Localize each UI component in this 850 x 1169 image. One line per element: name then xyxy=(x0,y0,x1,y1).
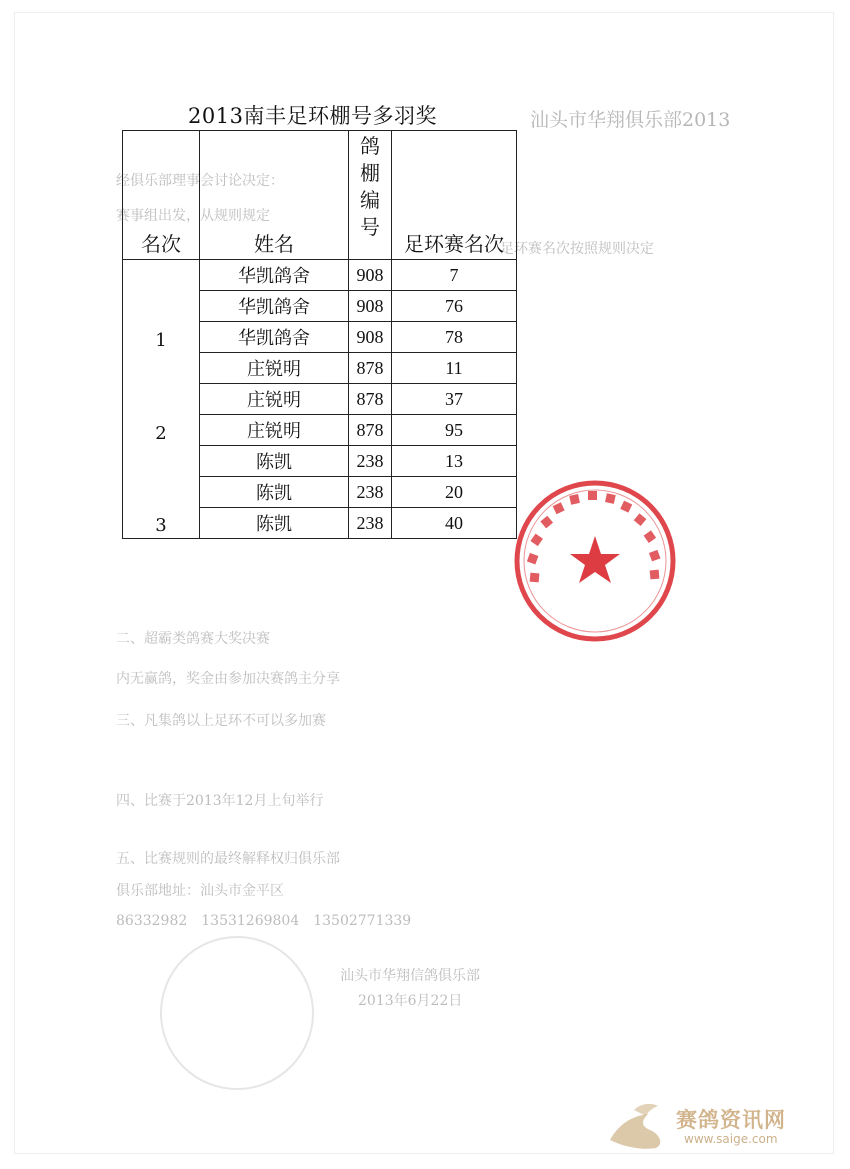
header-loft-line: 鸽 xyxy=(360,134,380,158)
faint-stamp-outline xyxy=(160,936,314,1090)
name-cell: 陈凯 xyxy=(200,477,349,508)
loft-cell: 238 xyxy=(349,477,392,508)
loft-cell: 908 xyxy=(349,260,392,291)
header-name: 姓名 xyxy=(200,131,349,260)
header-loft-line: 号 xyxy=(360,215,380,239)
rank-cell: 1 xyxy=(123,260,200,353)
watermark-site-name: 赛鸽资讯网 xyxy=(676,1108,786,1132)
name-cell: 庄锐明 xyxy=(200,353,349,384)
header-loft-number xyxy=(349,131,392,260)
loft-cell: 908 xyxy=(349,291,392,322)
name-cell: 庄锐明 xyxy=(200,415,349,446)
race-rank-cell: 76 xyxy=(392,291,517,322)
loft-cell: 238 xyxy=(349,508,392,539)
bleed-through-line: 二、超霸类鸽赛大奖决赛 xyxy=(116,631,270,647)
table-row xyxy=(123,446,517,477)
table-header-row xyxy=(123,131,517,260)
name-cell: 陈凯 xyxy=(200,446,349,477)
watermark-site-url: www.saige.com xyxy=(684,1132,778,1146)
name-cell: 华凯鸽舍 xyxy=(200,322,349,353)
award-table xyxy=(122,130,517,539)
race-rank-cell: 95 xyxy=(392,415,517,446)
rank-cell: 2 xyxy=(123,353,200,446)
race-rank-cell: 37 xyxy=(392,384,517,415)
header-race-rank: 足环赛名次 xyxy=(392,131,517,260)
loft-cell: 908 xyxy=(349,322,392,353)
race-rank-cell: 7 xyxy=(392,260,517,291)
table-row xyxy=(123,260,517,291)
bleed-through-line: 赛事组出发，从规则规定 xyxy=(116,208,270,224)
pigeon-icon xyxy=(610,1114,660,1149)
bleed-through-heading: 汕头市华翔俱乐部2013 xyxy=(530,109,731,131)
bleed-through-line: 三、凡集鸽以上足环不可以多加赛 xyxy=(116,713,326,729)
race-rank-cell: 20 xyxy=(392,477,517,508)
rank-cell: 3 xyxy=(123,446,200,539)
header-loft-line: 编 xyxy=(360,188,380,212)
bleed-through-line: 汕头市华翔信鸽俱乐部 xyxy=(340,968,480,984)
bleed-through-line: 2013年6月22日 xyxy=(358,993,463,1009)
document-title: 2013南丰足环棚号多羽奖 xyxy=(188,104,437,128)
loft-cell: 878 xyxy=(349,353,392,384)
table-row xyxy=(123,353,517,384)
bleed-through-line: 内无赢鸽，奖金由参加决赛鸽主分享 xyxy=(116,671,340,687)
race-rank-cell: 13 xyxy=(392,446,517,477)
bleed-through-line: 俱乐部地址：汕头市金平区 xyxy=(116,883,284,899)
bleed-through-line: 经俱乐部理事会讨论决定： xyxy=(116,173,284,189)
race-rank-cell: 11 xyxy=(392,353,517,384)
name-cell: 陈凯 xyxy=(200,508,349,539)
header-loft-line: 棚 xyxy=(360,161,380,185)
loft-cell: 878 xyxy=(349,384,392,415)
bleed-through-line: 86332982 13531269804 13502771339 xyxy=(116,913,412,929)
race-rank-cell: 78 xyxy=(392,322,517,353)
name-cell: 华凯鸽舍 xyxy=(200,260,349,291)
club-seal-stamp xyxy=(512,478,678,644)
bleed-through-line: 四、比赛于2013年12月上旬举行 xyxy=(116,793,324,809)
loft-cell: 878 xyxy=(349,415,392,446)
bleed-through-line: 五、比赛规则的最终解释权归俱乐部 xyxy=(116,851,340,867)
loft-cell: 238 xyxy=(349,446,392,477)
header-rank: 名次 xyxy=(123,131,200,260)
seal-star-icon xyxy=(570,536,620,583)
bleed-through-line: 足环赛名次按照规则决定 xyxy=(500,241,654,257)
race-rank-cell: 40 xyxy=(392,508,517,539)
name-cell: 华凯鸽舍 xyxy=(200,291,349,322)
name-cell: 庄锐明 xyxy=(200,384,349,415)
